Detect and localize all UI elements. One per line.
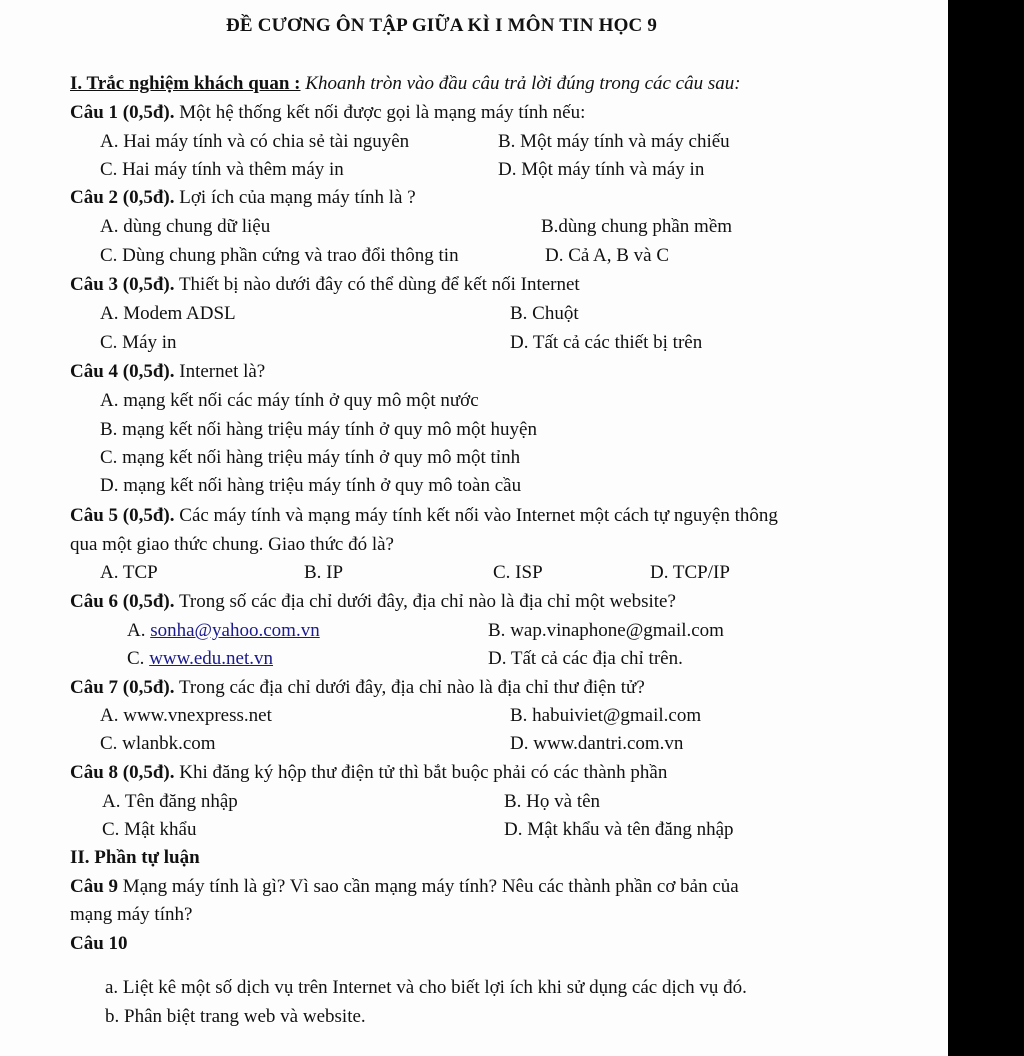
option-3d: D. Tất cả các thiết bị trên bbox=[510, 332, 703, 353]
question-text: Lợi ích của mạng máy tính là ? bbox=[179, 187, 416, 208]
option-3b: B. Chuột bbox=[510, 303, 579, 324]
email-link[interactable]: sonha@yahoo.com.vn bbox=[150, 620, 320, 641]
option-4a: A. mạng kết nối các máy tính ở quy mô một nước bbox=[100, 390, 479, 411]
section1-instruction: Khoanh tròn vào đầu câu trả lời đúng trong các câu sau: bbox=[305, 73, 741, 94]
section1-heading-line bbox=[70, 72, 741, 96]
question-6 bbox=[70, 590, 676, 614]
option-4b: B. mạng kết nối hàng triệu máy tính ở quy mô một huyện bbox=[100, 419, 537, 440]
question-label: Câu 5 (0,5đ). bbox=[70, 505, 175, 526]
option-2a: A. dùng chung dữ liệu bbox=[100, 216, 271, 237]
option-value: wap.vinaphone@gmail.com bbox=[510, 620, 724, 641]
question-5 bbox=[70, 504, 778, 528]
question-label: Câu 1 (0,5đ). bbox=[70, 102, 175, 123]
question-10b: b. Phân biệt trang web và website. bbox=[105, 1006, 366, 1027]
question-text: Internet là? bbox=[179, 361, 266, 382]
document-title: ĐỀ CƯƠNG ÔN TẬP GIỮA KÌ I MÔN TIN HỌC 9 bbox=[226, 15, 658, 36]
question-8 bbox=[70, 761, 667, 785]
question-text: Khi đăng ký hộp thư điện tử thì bắt buộc phải có các thành phần bbox=[179, 762, 668, 783]
option-5a: A. TCP bbox=[100, 562, 158, 583]
question-text: Mạng máy tính là gì? Vì sao cần mạng máy tính? Nêu các thành phần cơ bản của bbox=[122, 876, 739, 897]
option-5b: B. IP bbox=[304, 562, 344, 583]
option-6a bbox=[127, 619, 320, 643]
option-6d bbox=[488, 647, 683, 671]
option-1b: B. Một máy tính và máy chiếu bbox=[498, 131, 730, 152]
option-8b: B. Họ và tên bbox=[504, 791, 601, 812]
option-8a: A. Tên đăng nhập bbox=[102, 791, 238, 812]
question-label: Câu 4 (0,5đ). bbox=[70, 361, 175, 382]
question-label: Câu 6 (0,5đ). bbox=[70, 591, 175, 612]
option-1a: A. Hai máy tính và có chia sẻ tài nguyên bbox=[100, 131, 410, 152]
question-3 bbox=[70, 273, 580, 297]
question-7 bbox=[70, 676, 645, 700]
option-8d: D. Mật khẩu và tên đăng nhập bbox=[504, 819, 734, 840]
option-prefix: A. bbox=[127, 620, 151, 641]
option-6c bbox=[127, 647, 273, 671]
section2-heading: II. Phần tự luận bbox=[70, 847, 200, 868]
question-1 bbox=[70, 101, 585, 125]
website-link[interactable]: www.edu.net.vn bbox=[149, 648, 274, 669]
question-text: Các máy tính và mạng máy tính kết nối vào Internet một cách tự nguyện thông bbox=[179, 505, 778, 526]
question-2 bbox=[70, 186, 416, 210]
option-8c: C. Mật khẩu bbox=[102, 819, 197, 840]
section1-heading: I. Trắc nghiệm khách quan : bbox=[70, 73, 301, 94]
question-label: Câu 8 (0,5đ). bbox=[70, 762, 175, 783]
option-value: D. Tất cả các địa chỉ trên. bbox=[488, 648, 683, 669]
option-2b: B.dùng chung phần mềm bbox=[541, 216, 733, 237]
option-3c: C. Máy in bbox=[100, 332, 177, 353]
question-text: Thiết bị nào dưới đây có thể dùng để kết nối Internet bbox=[178, 274, 580, 295]
question-label: Câu 3 (0,5đ). bbox=[70, 274, 175, 295]
question-text: Trong các địa chỉ dưới đây, địa chỉ nào là địa chỉ thư điện tử? bbox=[178, 677, 645, 698]
option-4d: D. mạng kết nối hàng triệu máy tính ở quy mô toàn cầu bbox=[100, 475, 522, 496]
option-1c: C. Hai máy tính và thêm máy in bbox=[100, 159, 344, 180]
question-10a: a. Liệt kê một số dịch vụ trên Internet và cho biết lợi ích khi sử dụng các dịch vụ đó. bbox=[105, 977, 747, 998]
option-7a: A. www.vnexpress.net bbox=[100, 705, 272, 726]
question-text: Một hệ thống kết nối được gọi là mạng máy tính nếu: bbox=[179, 102, 586, 123]
option-3a: A. Modem ADSL bbox=[100, 303, 236, 324]
option-1d: D. Một máy tính và máy in bbox=[498, 159, 705, 180]
option-prefix: B. bbox=[488, 620, 511, 641]
option-5c: C. ISP bbox=[493, 562, 543, 583]
question-5-continued: qua một giao thức chung. Giao thức đó là? bbox=[70, 534, 394, 555]
option-7c: C. wlanbk.com bbox=[100, 733, 216, 754]
option-7d: D. www.dantri.com.vn bbox=[510, 733, 684, 754]
option-prefix: C. bbox=[127, 648, 150, 669]
question-text: Trong số các địa chỉ dưới đây, địa chỉ nào là địa chỉ một website? bbox=[178, 591, 676, 612]
option-2c: C. Dùng chung phần cứng và trao đổi thông tin bbox=[100, 245, 459, 266]
question-4 bbox=[70, 360, 265, 384]
option-4c: C. mạng kết nối hàng triệu máy tính ở quy mô một tỉnh bbox=[100, 447, 521, 468]
question-label: Câu 2 (0,5đ). bbox=[70, 187, 175, 208]
option-6b bbox=[488, 619, 724, 643]
question-label: Câu 9 bbox=[70, 876, 119, 897]
option-7b: B. habuiviet@gmail.com bbox=[510, 705, 702, 726]
option-5d: D. TCP/IP bbox=[650, 562, 730, 583]
question-label: Câu 7 (0,5đ). bbox=[70, 677, 175, 698]
option-2d: D. Cả A, B và C bbox=[545, 245, 670, 266]
question-9-continued: mạng máy tính? bbox=[70, 904, 193, 925]
question-9 bbox=[70, 875, 739, 899]
question-10-label: Câu 10 bbox=[70, 933, 128, 954]
